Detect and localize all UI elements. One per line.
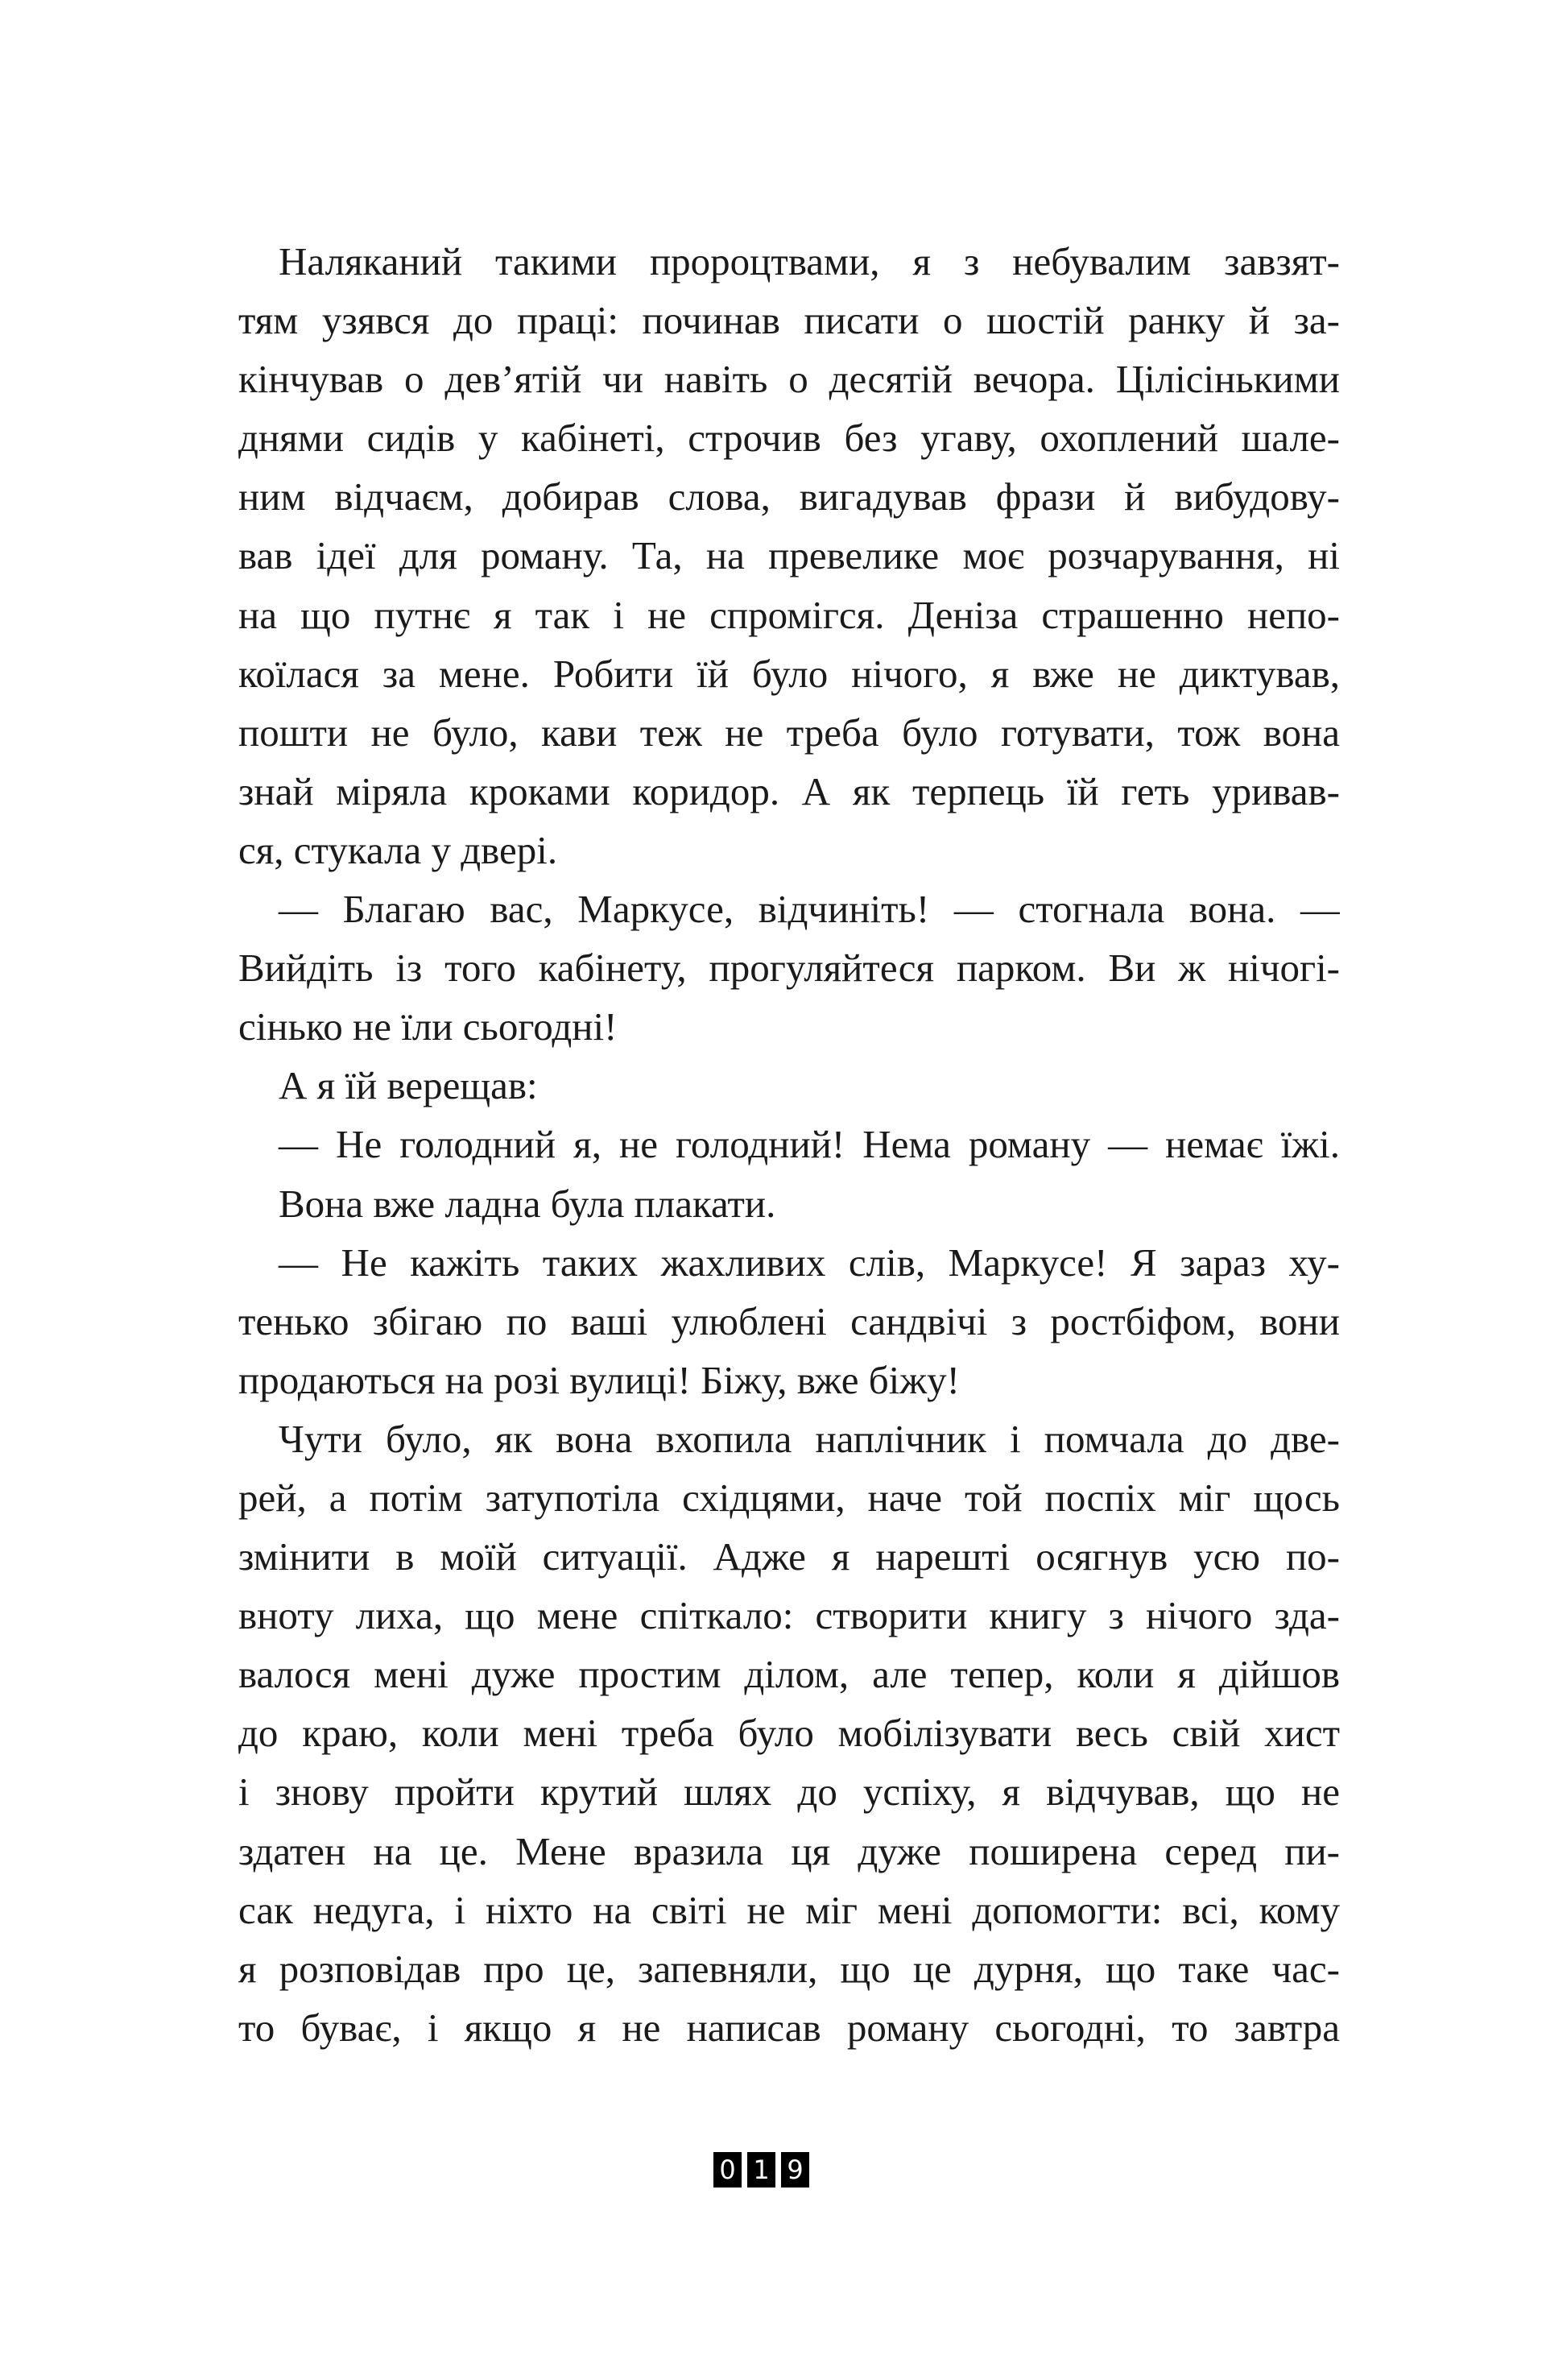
text-line: рей, а потім затупотіла східцями, наче той поспіх міг щось [238,1475,1340,1520]
text-line: продаються на розі вулиці! Біжу, вже біжу! [238,1357,960,1402]
text-line: кінчував о дев’ятій чи навіть о десятій вечора. Цілісінькими [238,357,1340,402]
page-number-digit: 0 [713,2152,742,2188]
text-line: сінько не їли сьогодні! [238,1004,618,1049]
page-number-digit: 9 [781,2152,809,2188]
text-line: на що путнє я так і не спромігся. Деніза страшенно непо- [238,592,1340,637]
text-line: тенько збігаю по ваші улюблені сандвічі з ростбіфом, вони [238,1298,1340,1343]
text-line: А я їй верещав: [279,1063,538,1108]
text-line: вноту лиха, що мене спіткало: створити книгу з нічого зда- [238,1593,1340,1638]
text-line: Вийдіть із того кабінету, прогуляйтеся парком. Ви ж нічогі- [238,946,1340,991]
text-line: пошти не було, кави теж не треба було готувати, тож вона [238,710,1340,755]
text-line: — Не голодний я, не голодний! Нема роману — немає їжі. [279,1122,1340,1167]
text-line: Наляканий такими пророцтвами, я з небувалим завзят- [279,239,1340,284]
text-line: і знову пройти крутий шлях до успіху, я відчував, що не [238,1769,1340,1815]
text-line: знай міряла кроками коридор. А як терпець їй геть уривав- [238,768,1340,813]
text-line: то буває, і якщо я не написав роману сьогодні, то завтра [238,2005,1340,2050]
text-line: змінити в моїй ситуації. Адже я нарешті осягнув усю по- [238,1534,1340,1579]
text-line: днями сидів у кабінеті, строчив без угаву, охоплений шале- [238,416,1340,461]
text-line: — Благаю вас, Маркусе, відчиніть! — стогнала вона. — [279,887,1340,932]
page-number-digit: 1 [747,2152,775,2188]
text-line: Чути було, як вона вхопила наплічник і помчала до две- [279,1416,1340,1461]
text-line: ним відчаєм, добирав слова, вигадував фрази й вибудову- [238,474,1340,519]
page-number [713,2152,809,2188]
text-line: Вона вже ладна була плакати. [279,1181,776,1226]
text-line: сак недуга, і ніхто на світі не міг мені допомогти: всі, кому [238,1887,1340,1932]
text-line: вав ідеї для роману. Та, на превелике моє розчарування, ні [238,533,1340,578]
text-line: тям узявся до праці: починав писати о шостій ранку й за- [238,298,1340,343]
text-line: валося мені дуже простим ділом, але тепер, коли я дійшов [238,1652,1340,1697]
text-line: до краю, коли мені треба було мобілізувати весь свій хист [238,1711,1340,1756]
text-line: я розповідав про це, запевняли, що це дурня, що таке час- [238,1946,1340,1991]
text-line: здатен на це. Мене вразила ця дуже поширена серед пи- [238,1828,1340,1873]
text-line: коїлася за мене. Робити їй було нічого, я вже не диктував, [238,651,1340,696]
body-text [238,232,1340,2057]
text-line: ся, стукала у двері. [238,827,558,872]
text-line: — Не кажіть таких жахливих слів, Маркусе! Я зараз ху- [279,1240,1340,1285]
